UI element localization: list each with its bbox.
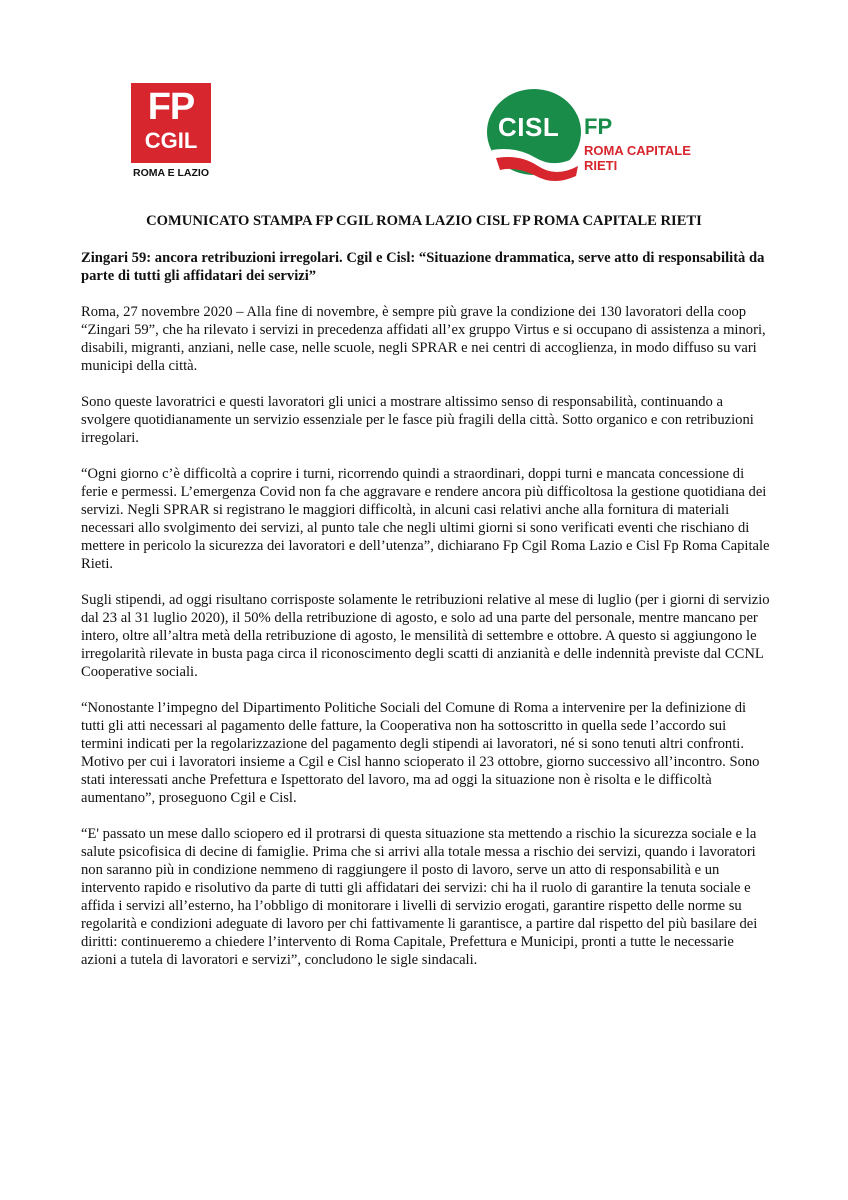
body-paragraph-6: “E' passato un mese dallo sciopero ed il protrarsi di questa situazione sta mettendo a rischio la sicurezza sociale e la salute psicofisica di decine di famiglie. Prima che si arrivi alla totale messa a rischio dei servizi, quando i lavoratori non saranno più in condizione nemmeno di raggiungere il posto di lavoro, serve un atto di responsabilità e un intervento rapido e risolutivo da parte di tutti gli affidatari dei servizi: chi ha il ruolo di garantire la tenuta sociale e affida i servizi all’esterno, ha l’obbligo di monitorare i livelli di servizio erogati, garantire rispetto delle norme su regolarità e condizioni adeguate di lavoro per chi fattivamente li garantisce, a partire dal rispetto del più basilare dei diritti: continueremo a chiedere l’intervento di Roma Capitale, Prefettura e Municipi, pronti a tutte le necessarie azioni a tutela di lavoratori e servizi”, concludono le sigle sindacali.: [81, 826, 758, 968]
cisl-logo-rieti: RIETI: [584, 158, 618, 173]
cisl-logo-roma-capitale: ROMA CAPITALE: [584, 143, 691, 158]
fp-cgil-logo-fp: FP: [147, 86, 195, 128]
press-release-subtitle: Zingari 59: ancora retribuzioni irregolari. Cgil e Cisl: “Situazione drammatica, serve atto di responsabilità da parte di tutti gli affidatari dei servizi”: [81, 250, 765, 284]
body-paragraph-1: Roma, 27 novembre 2020 – Alla fine di novembre, è sempre più grave la condizione dei 130 lavoratori della coop “Zingari 59”, che ha rilevato i servizi in precedenza affidati all’ex gruppo Virtus e si occupano di assistenza a minori, disabili, migranti, anziani, nelle case, nelle scuole, negli SPRAR e nei centri di accoglienza, in modo diffuso su vari municipi della città.: [81, 304, 766, 374]
body-paragraph-2: Sono queste lavoratrici e questi lavoratori gli unici a mostrare altissimo senso di responsabilità, continuando a svolgere quotidianamente un servizio essenziale per le fasce più fragili della città. Sotto organico e con retribuzioni irregolari.: [81, 394, 754, 446]
body-paragraph-4: Sugli stipendi, ad oggi risultano corrisposte solamente le retribuzioni relative al mese di luglio (per i giorni di servizio dal 23 al 31 luglio 2020), il 50% della retribuzione di agosto, e solo ad una parte del personale, mentre mancano per intero, oltre all’altra metà della retribuzione di agosto, le mensilità di settembre e ottobre. A questo si aggiungono le irregolarità rilevate in busta paga circa il riconoscimento degli scatti di anzianità e delle indennità previste dal CCNL Cooperative sociali.: [81, 592, 770, 680]
fp-cgil-logo: [131, 83, 211, 182]
body-paragraph-5: “Nonostante l’impegno del Dipartimento Politiche Sociali del Comune di Roma a intervenire per la definizione di tutti gli atti necessari al pagamento delle fatture, la Cooperativa non ha sottoscritto in quella sede l’accordo sui termini indicati per la regolarizzazione del pagamento degli stipendi ai lavoratori, né si sono tenuti altri confronti. Motivo per cui i lavoratori insieme a Cgil e Cisl hanno scioperato il 23 ottobre, giorno successivo all’incontro. Sono stati interessati anche Prefettura e Ispettorato del lavoro, ma ad oggi la situazione non è risolta e le difficoltà aumentano”, proseguono Cgil e Cisl.: [81, 700, 760, 806]
cisl-fp-logo: [486, 88, 706, 184]
fp-cgil-logo-cgil: CGIL: [144, 128, 198, 153]
press-release-body: [81, 249, 771, 987]
cisl-logo-fp: FP: [584, 114, 613, 139]
fp-cgil-logo-region: ROMA E LAZIO: [132, 167, 210, 179]
body-paragraph-3: “Ogni giorno c’è difficoltà a coprire i turni, ricorrendo quindi a straordinari, doppi turni e mancata concessione di ferie e permessi. L’emergenza Covid non fa che aggravare e rendere ancora più difficoltosa la gestione quotidiana dei servizi. Negli SPRAR si registrano le maggiori difficoltà, in alcuni casi relativi anche alla fornitura di materiali necessari allo svolgimento dei servizi, al punto tale che negli ultimi giorni si sono verificati eventi che rischiano di mettere in pericolo la sicurezza dei lavoratori e dell’utenza”, dichiarano Fp Cgil Roma Lazio e Cisl Fp Roma Capitale Rieti.: [81, 466, 770, 572]
press-release-title: COMUNICATO STAMPA FP CGIL ROMA LAZIO CISL FP ROMA CAPITALE RIETI: [146, 213, 702, 229]
cisl-logo-word: CISL: [498, 112, 560, 142]
